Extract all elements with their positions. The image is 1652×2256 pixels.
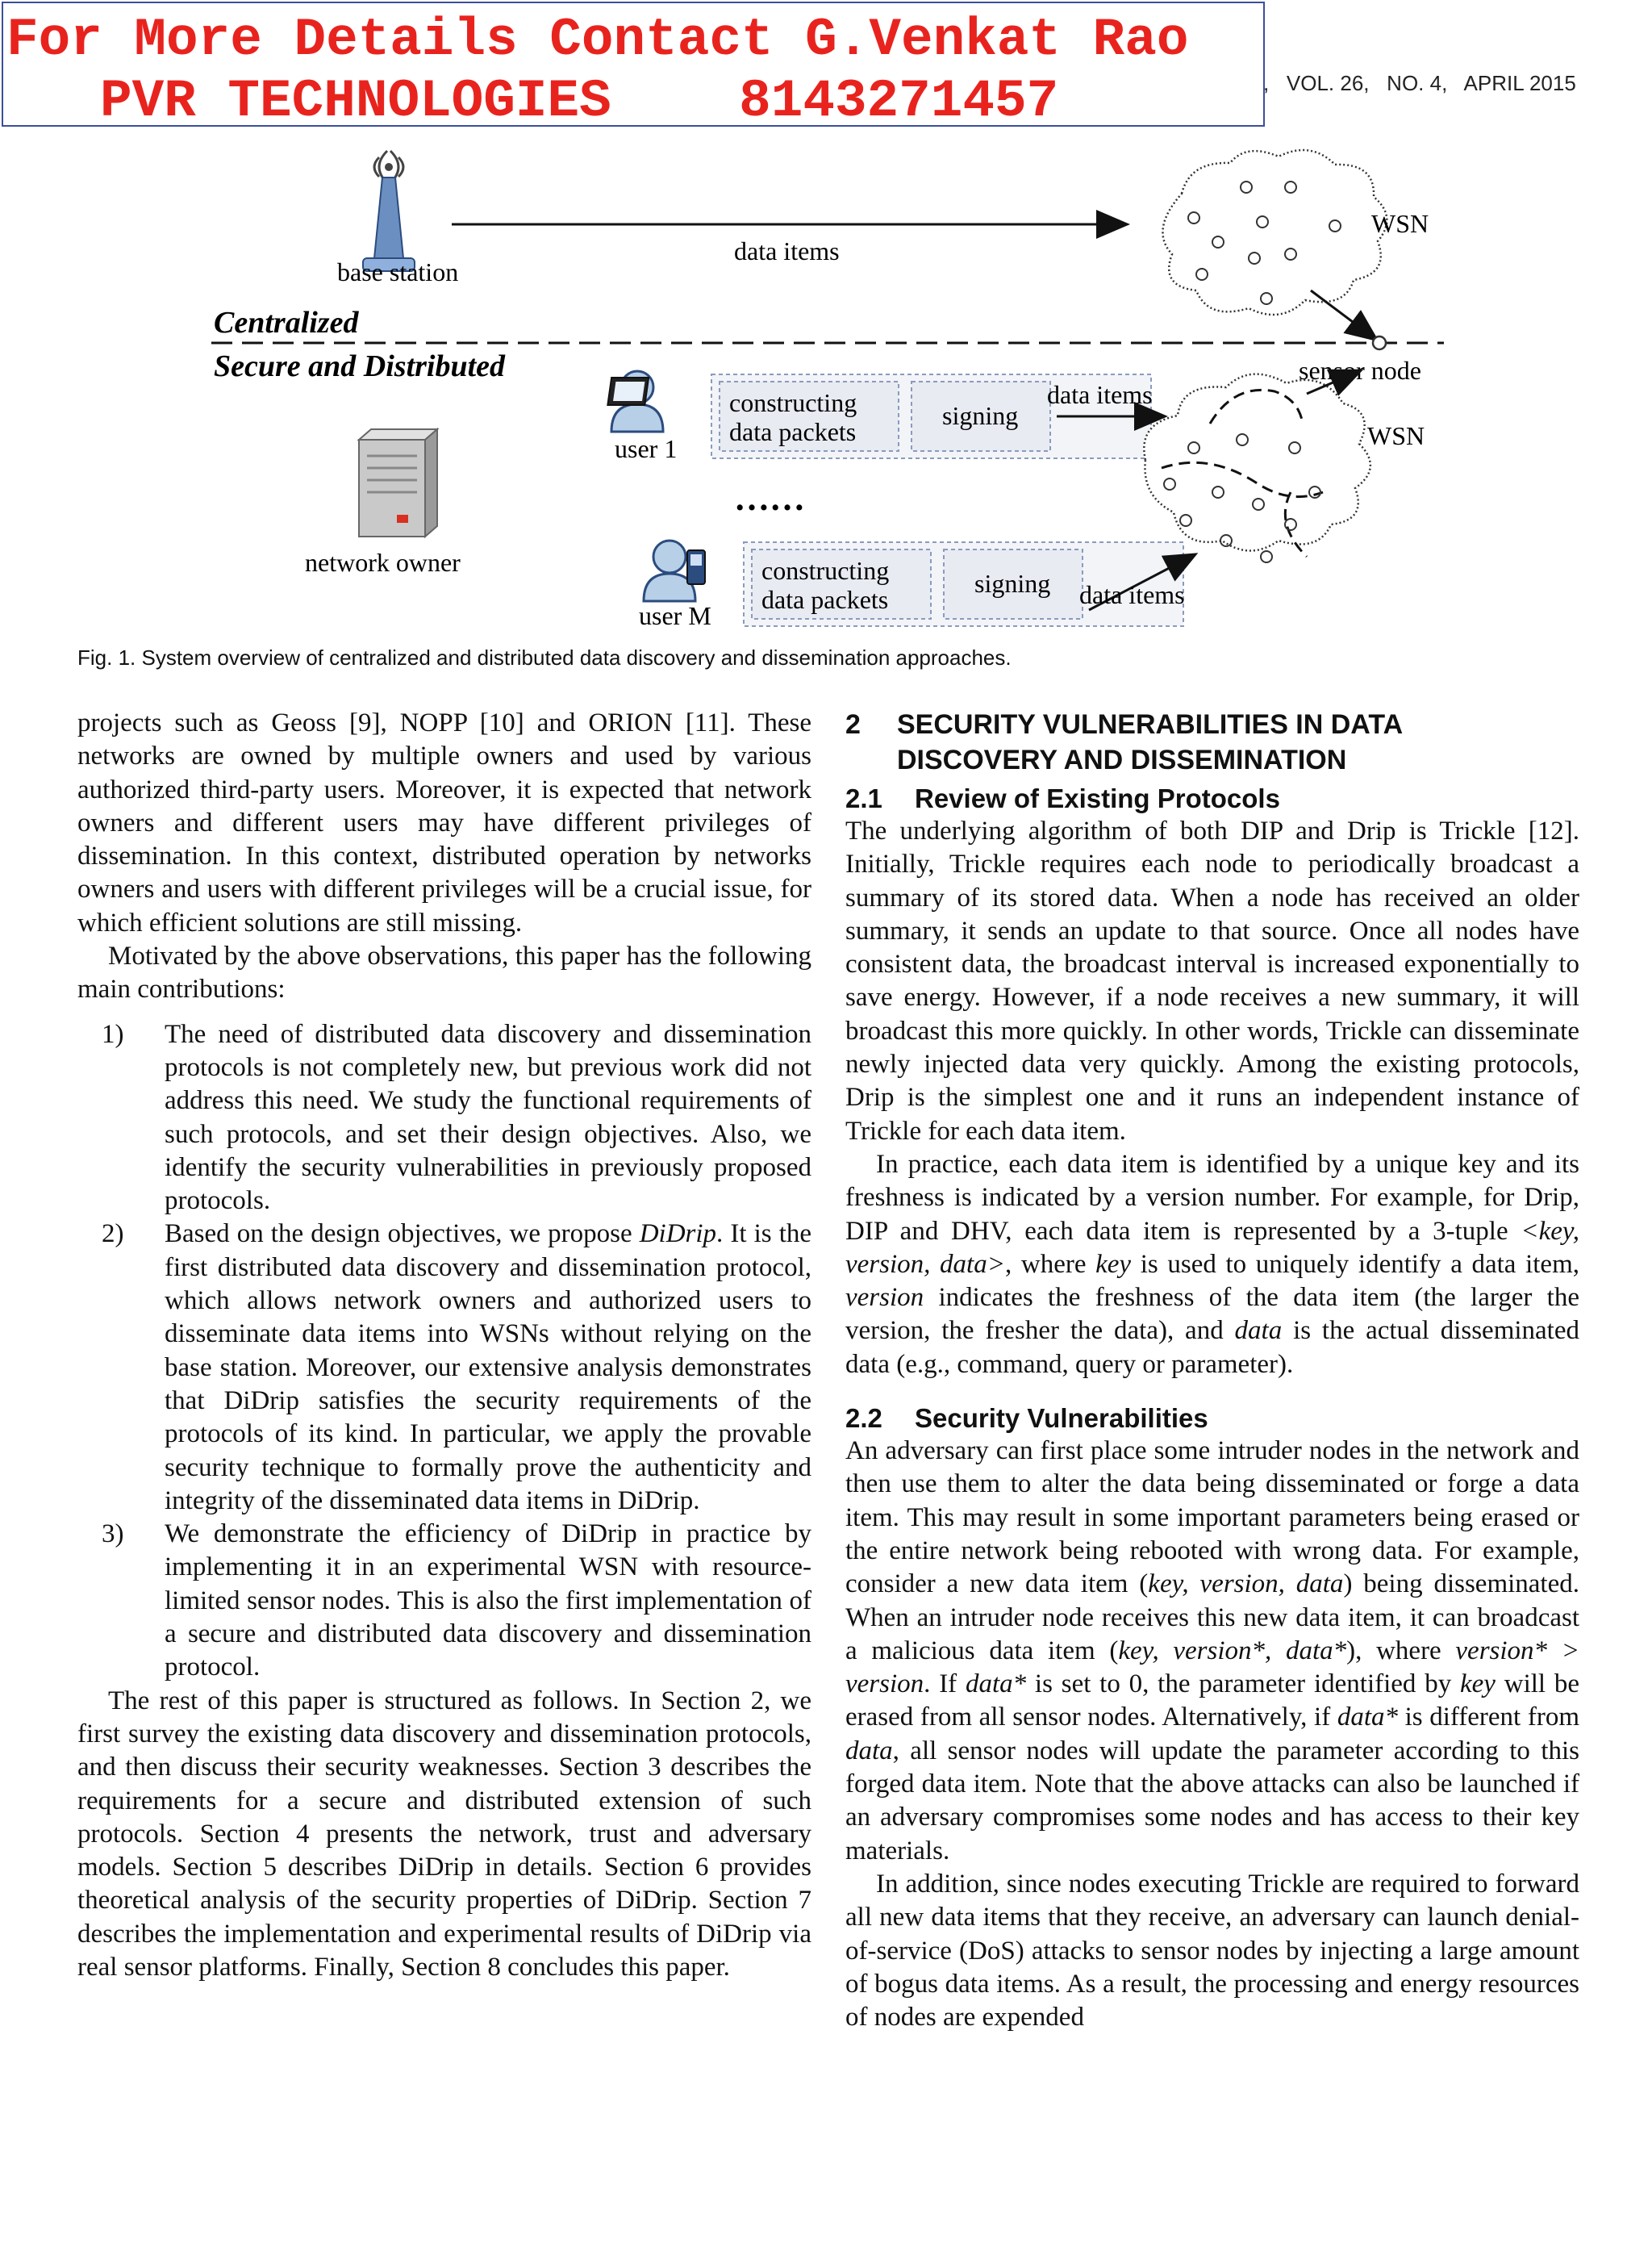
user-m-label: user M xyxy=(639,601,711,630)
network-owner-label: network owner xyxy=(305,548,461,577)
centralized-label: Centralized xyxy=(214,306,359,340)
wsn-cloud-top xyxy=(1162,150,1387,315)
wsn-label-bottom: WSN xyxy=(1367,421,1425,450)
contact-banner xyxy=(2,2,1265,132)
user-m-constructing-line-2: data packets xyxy=(761,585,889,614)
intro-paragraph-1: projects such as Geoss [9], NOPP [10] and ORION [11]. These networks are owned by multiple owners and used by various authorized third-party users. Moreover, it is expected that network owners and different users may have different privileges of dissemination. In this context, distributed operation by networks owners and users with different privileges will be a crucial issue, for which efficient solutions are still missing. xyxy=(77,708,811,938)
list-item: 1) The need of distributed data discovery and dissemination protocols is not completely new, but previous work did not address this need. We study the functional requirements of such protocols, and set their design objectives. Also, we identify the security vulnerabilities in previously proposed protocols. xyxy=(102,1019,811,1216)
base-station-icon xyxy=(363,151,415,271)
sensor-node-label: sensor node xyxy=(1299,356,1421,385)
trickle-paragraph: The underlying algorithm of both DIP and Drip is Trickle [12]. Initially, Trickle requires each node to periodically broadcast a summary of its stored data. When a node has received an older summary, it sends an update to that source. Once all nodes have consistent data, the broadcast interval is increased exponentially to save energy. However, if a node receives a new summary, it will broadcast this more quickly. In other words, Trickle can disseminate newly injected data very quickly. Among the existing protocols, Drip is the simplest one and it runs an independent instance of Trickle for each data item. xyxy=(845,817,1579,1146)
data-items-label-mid: data items xyxy=(1047,380,1153,409)
data-items-label-bottom: data items xyxy=(1079,580,1185,609)
figure-caption: Fig. 1. System overview of centralized and distributed data discovery and dissemination approaches. xyxy=(77,645,1012,670)
section-2-heading: 2 SECURITY VULNERABILITIES IN DATA DISCOVERY AND DISSEMINATION xyxy=(845,709,1404,775)
ellipsis: …… xyxy=(734,478,805,518)
list-item: 3) We demonstrate the efficiency of DiDrip in practice by implementing it in an experimental WSN with resource-limited sensor nodes. This is also the first implementation of a secure and distributed data discovery and dissemination protocol. xyxy=(102,1519,811,1682)
tuple-paragraph: In practice, each data item is identified by a unique key and its freshness is indicated by a version number. For example, for Drip, DIP and DHV, each data item is represented by a 3-tuple <key, version, data>, where key is used to uniquely identify a data item, version indicates the freshness of the data item (the larger the version, the fresher the data), and data is the actual disseminated data (e.g., command, query or parameter). xyxy=(845,1149,1579,1379)
adversary-paragraph: An adversary can first place some intruder nodes in the network and then use them to alter the data being disseminated or forge a data item. This may result in some important parameters being erased or the entire network being rebooted with wrong data. For example, consider a new data item (key, version, data) being disseminated. When an intruder node receives this new data item, it can broadcast a malicious data item (key, version*, data*), where version* > version. If data* is set to 0, the parameter identified by key will be erased from all sensor nodes. Alternatively, if data* is different from data, all sensor nodes will update the parameter according to this forged data item. Note that the above attacks can also be launched if an adversary compromises some nodes and has access to their key materials. xyxy=(845,1436,1580,1865)
user-m-icon xyxy=(644,541,705,601)
dos-paragraph: In addition, since nodes executing Trickle are required to forward all new data items that they receive, an adversary can launch denial-of-service (DoS) attacks to sensor nodes by injecting a large amount of bogus data items. As a result, the processing and energy resources of nodes are expended xyxy=(845,1869,1579,2032)
subsection-2-1-heading: 2.1 Review of Existing Protocols xyxy=(845,783,1280,813)
data-items-label-top: data items xyxy=(734,236,840,265)
journal-header: , VOL. 26, NO. 4, APRIL 2015 xyxy=(1263,71,1576,95)
banner-line-2: PVR TECHNOLOGIES 8143271457 xyxy=(100,71,1059,132)
secure-distributed-label: Secure and Distributed xyxy=(214,349,506,383)
wsn-label-top: WSN xyxy=(1371,209,1429,238)
right-column xyxy=(845,707,1579,2034)
user-1-constructing-line-1: constructing xyxy=(729,388,857,417)
user-1-icon xyxy=(607,371,663,432)
user-1-constructing-line-2: data packets xyxy=(729,417,857,446)
contributions-list xyxy=(77,1018,811,1685)
user-m-signing-label: signing xyxy=(974,569,1051,598)
base-station-label: base station xyxy=(337,257,459,286)
structure-paragraph: The rest of this paper is structured as follows. In Section 2, we first survey the existing data discovery and dissemination protocols, and then discuss their security weaknesses. Section 3 describes the requirements for a secure and distributed extension of such protocols. Section 4 presents the network, trust and adversary models. Section 5 describes DiDrip in details. Section 6 provides theoretical analysis of the security properties of DiDrip. Section 7 describes the implementation and experimental results of DiDrip via real sensor platforms. Finally, Section 8 concludes this paper. xyxy=(77,1686,811,1982)
user-1-signing-label: signing xyxy=(942,401,1019,430)
left-column xyxy=(77,707,811,1984)
banner-line-1: For More Details Contact G.Venkat Rao xyxy=(6,10,1189,70)
user-m-constructing-line-1: constructing xyxy=(761,556,890,585)
intro-paragraph-2: Motivated by the above observations, this paper has the following main contributions: xyxy=(77,942,811,1005)
user-1-label: user 1 xyxy=(615,434,678,463)
figure-1 xyxy=(121,137,1452,637)
arrow-to-sensor-node xyxy=(1311,290,1375,339)
wsn-cloud-bottom xyxy=(1144,374,1370,562)
server-icon xyxy=(359,429,437,537)
subsection-2-2-heading: 2.2 Security Vulnerabilities xyxy=(845,1403,1208,1434)
sensor-node-dot xyxy=(1373,336,1386,349)
list-item: 2) Based on the design objectives, we propose DiDrip. It is the first distributed data discovery and dissemination protocol, which allows network owners and authorized users to disseminate data items into WSNs without relying on the base station. Moreover, our extensive analysis demonstrates that DiDrip satisfies the security requirements of the protocols of its kind. In particular, we apply the provable security technique to formally prove the authenticity and integrity of the disseminated data items in DiDrip. xyxy=(102,1219,812,1515)
